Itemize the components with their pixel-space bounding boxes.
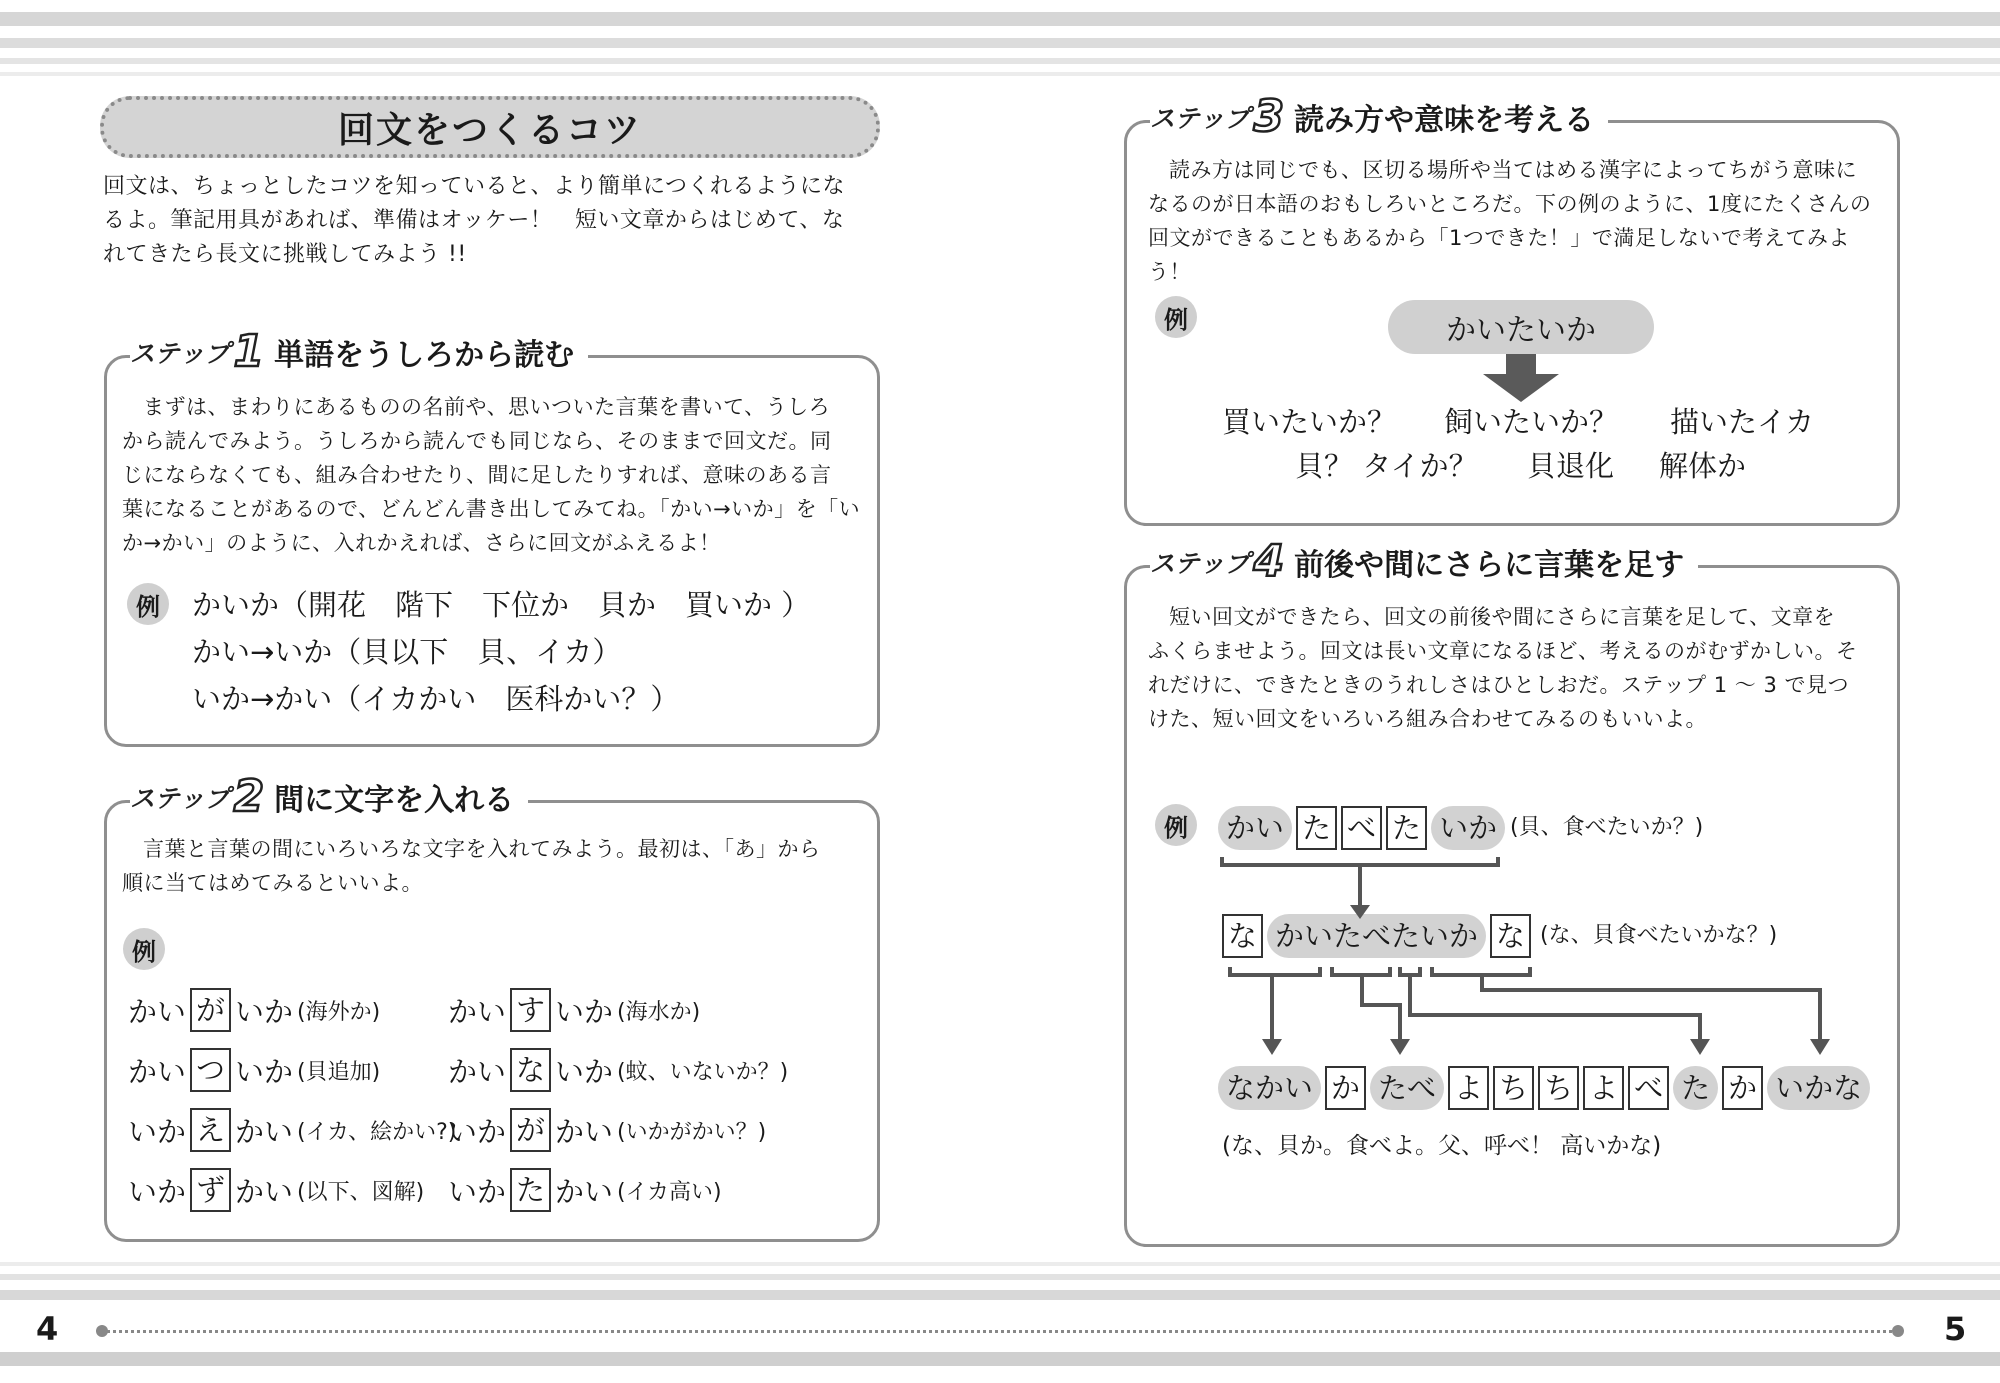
example-suffix: いか bbox=[555, 994, 614, 1029]
intro-paragraph bbox=[103, 170, 883, 272]
chain-box: た bbox=[1296, 806, 1337, 850]
chain-box: か bbox=[1722, 1066, 1763, 1110]
step2-example bbox=[448, 1048, 788, 1092]
step-title: 間に文字を入れる bbox=[274, 783, 515, 818]
example-prefix: いか bbox=[448, 1174, 507, 1209]
footer-dotted-rule bbox=[100, 1330, 1900, 1333]
step2-example bbox=[448, 1108, 766, 1152]
inserted-char-box: が bbox=[190, 988, 231, 1032]
example-suffix: かい bbox=[555, 1174, 614, 1209]
result-word: 描いたイカ bbox=[1670, 405, 1815, 439]
step-label: ステップ bbox=[1150, 549, 1250, 578]
chain-box: べ bbox=[1628, 1066, 1669, 1110]
example-prefix: いか bbox=[128, 1114, 187, 1149]
step1-body bbox=[122, 390, 862, 560]
body-line: けた、短い回文をいろいろ組み合わせてみるのもいいよ。 bbox=[1148, 707, 1707, 731]
body-line: から読んでみよう。うしろから読んでも同じなら、そのままで回文だ。同 bbox=[122, 429, 832, 453]
example-prefix: いか bbox=[448, 1114, 507, 1149]
body-line: 葉になることがあるので、どんどん書き出してみてね。「かい→いか」を「い bbox=[122, 497, 861, 521]
body-line: 言葉と言葉の間にいろいろな文字を入れてみよう。最初は、「あ」から bbox=[143, 837, 821, 861]
inserted-char-box: つ bbox=[190, 1048, 231, 1092]
chain-box: な bbox=[1222, 914, 1263, 958]
page-number-left: 4 bbox=[36, 1310, 59, 1348]
example-badge: 例 bbox=[127, 583, 169, 625]
chain1-note: (貝、食べたいか？) bbox=[1510, 815, 1704, 840]
chain-row-3 bbox=[1218, 1066, 1870, 1110]
example-prefix: かい bbox=[448, 994, 507, 1029]
body-line: 順に当てはめてみるといいよ。 bbox=[122, 871, 423, 895]
example-suffix: いか bbox=[235, 994, 294, 1029]
example-meaning: (イカ、絵かい?) bbox=[297, 1119, 457, 1145]
inserted-char-box: ず bbox=[190, 1168, 231, 1212]
step2-heading bbox=[130, 771, 528, 822]
body-line: まずは、まわりにあるものの名前や、思いついた言葉を書いて、うしろ bbox=[143, 395, 831, 419]
step1-heading bbox=[130, 326, 588, 377]
result-word: 解体か bbox=[1659, 449, 1747, 483]
inserted-char-box: た bbox=[510, 1168, 551, 1212]
body-line: 回文ができることもあるから「1つできた！」で満足しないで考えてみよう！ bbox=[1148, 226, 1850, 284]
chain-box: よ bbox=[1448, 1066, 1489, 1110]
chain-pill: た bbox=[1673, 1066, 1718, 1110]
example-meaning: (以下、図解) bbox=[297, 1179, 425, 1205]
intro-line: れてきたら長文に挑戦してみよう !! bbox=[103, 242, 467, 267]
example-suffix: かい bbox=[555, 1114, 614, 1149]
example-prefix: いか bbox=[128, 1174, 187, 1209]
result-word: 飼いたいか？ bbox=[1444, 405, 1619, 439]
step2-example bbox=[128, 988, 380, 1032]
step3-heading bbox=[1150, 91, 1608, 142]
down-arrow-icon bbox=[1478, 354, 1564, 404]
chain-box: べ bbox=[1341, 806, 1382, 850]
inserted-char-box: え bbox=[190, 1108, 231, 1152]
step2-body bbox=[122, 832, 862, 900]
page-title: 回文をつくるコツ bbox=[100, 96, 880, 158]
body-line: ふくらませよう。回文は長い文章になるほど、考えるのがむずかしい。そ bbox=[1148, 639, 1858, 663]
example-prefix: かい bbox=[128, 994, 187, 1029]
example-prefix: かい bbox=[128, 1054, 187, 1089]
step-label: ステップ bbox=[1150, 104, 1250, 133]
example-badge: 例 bbox=[1155, 804, 1197, 846]
step-label: ステップ bbox=[130, 784, 230, 813]
example-meaning: (貝追加) bbox=[297, 1059, 381, 1085]
intro-line: るよ。筆記用具があれば、準備はオッケー！ 短い文章からはじめて、な bbox=[103, 208, 845, 233]
footer-dot-left bbox=[96, 1325, 108, 1337]
chain-box: た bbox=[1386, 806, 1427, 850]
intro-line: 回文は、ちょっとしたコツを知っていると、より簡単につくれるようにな bbox=[103, 174, 846, 199]
example-meaning: (海外か) bbox=[297, 999, 381, 1025]
step2-example bbox=[128, 1048, 380, 1092]
step-number: 2 bbox=[233, 771, 265, 822]
step4-heading bbox=[1150, 536, 1698, 587]
chain-pill: たべ bbox=[1370, 1066, 1444, 1110]
example-meaning: (いかがかい？) bbox=[617, 1119, 767, 1145]
step2-example bbox=[128, 1168, 424, 1212]
step-number: 3 bbox=[1253, 91, 1285, 142]
chain-pill: いか bbox=[1431, 806, 1505, 850]
body-line: じにならなくても、組み合わせたり、間に足したりすれば、意味のある言 bbox=[122, 463, 832, 487]
chain3-note: (な、貝か。食べよ。父、呼べ！ 高いかな) bbox=[1222, 1133, 1662, 1159]
example-suffix: いか bbox=[235, 1054, 294, 1089]
step1-example-line: いか→かい（イカかい 医科かい？） bbox=[192, 682, 680, 716]
step2-example bbox=[448, 1168, 722, 1212]
step2-example bbox=[448, 988, 700, 1032]
chain-pill: かい bbox=[1218, 806, 1292, 850]
step-number: 1 bbox=[233, 326, 265, 377]
body-line: 読み方は同じでも、区切る場所や当てはめる漢字によってちがう意味に bbox=[1169, 158, 1857, 182]
example-meaning: (蚊、いないか？) bbox=[617, 1059, 789, 1085]
example-suffix: いか bbox=[555, 1054, 614, 1089]
chain-box: ち bbox=[1493, 1066, 1534, 1110]
body-line: れだけに、できたときのうれしさはひとしおだ。ステップ 1 ～ 3 で見つ bbox=[1148, 673, 1849, 697]
step-title: 単語をうしろから読む bbox=[274, 338, 575, 373]
step-title: 前後や間にさらに言葉を足す bbox=[1294, 548, 1685, 583]
example-badge: 例 bbox=[1155, 296, 1197, 338]
chain-connectors bbox=[1200, 855, 1900, 1075]
body-line: なるのが日本語のおもしろいところだ。下の例のように、1度にたくさんの bbox=[1148, 192, 1872, 216]
example-prefix: かい bbox=[448, 1054, 507, 1089]
body-line: 短い回文ができたら、回文の前後や間にさらに言葉を足して、文章を bbox=[1169, 605, 1836, 629]
step1-example-line: かい→いか（貝以下 貝、イカ） bbox=[192, 635, 622, 669]
example-meaning: (海水か) bbox=[617, 999, 701, 1025]
chain-pill: なかい bbox=[1218, 1066, 1321, 1110]
example-meaning: (イカ高い) bbox=[617, 1179, 722, 1205]
step4-body bbox=[1148, 600, 1888, 736]
chain-row-1 bbox=[1218, 806, 1505, 850]
step-title: 読み方や意味を考える bbox=[1294, 103, 1595, 138]
chain-box: よ bbox=[1583, 1066, 1624, 1110]
inserted-char-box: が bbox=[510, 1108, 551, 1152]
result-word: 買いたいか？ bbox=[1222, 405, 1397, 439]
chain-box: な bbox=[1490, 914, 1531, 958]
chain-box: ち bbox=[1538, 1066, 1579, 1110]
step3-body bbox=[1148, 153, 1888, 289]
inserted-char-box: す bbox=[510, 988, 551, 1032]
example-badge: 例 bbox=[123, 928, 165, 970]
step-number: 4 bbox=[1253, 536, 1285, 587]
chain-pill: いかな bbox=[1767, 1066, 1870, 1110]
inserted-char-box: な bbox=[510, 1048, 551, 1092]
body-line: か→かい」のように、入れかえれば、さらに回文がふえるよ！ bbox=[122, 531, 721, 555]
step1-example-line: かいか（開花 階下 下位か 貝か 買いか ） bbox=[192, 588, 811, 622]
step2-example bbox=[128, 1108, 456, 1152]
chain-pill: かいたべたいか bbox=[1267, 914, 1486, 958]
result-word: 貝？ タイか？ bbox=[1295, 449, 1478, 483]
step-label: ステップ bbox=[130, 339, 230, 368]
page-number-right: 5 bbox=[1944, 1310, 1967, 1348]
example-suffix: かい bbox=[235, 1174, 294, 1209]
result-word: 貝退化 bbox=[1527, 449, 1615, 483]
footer-dot-right bbox=[1892, 1325, 1904, 1337]
example-suffix: かい bbox=[235, 1114, 294, 1149]
chain-box: か bbox=[1325, 1066, 1366, 1110]
source-word-pill: かいたいか bbox=[1388, 300, 1654, 354]
chain2-note: (な、貝食べたいかな？) bbox=[1540, 923, 1778, 948]
